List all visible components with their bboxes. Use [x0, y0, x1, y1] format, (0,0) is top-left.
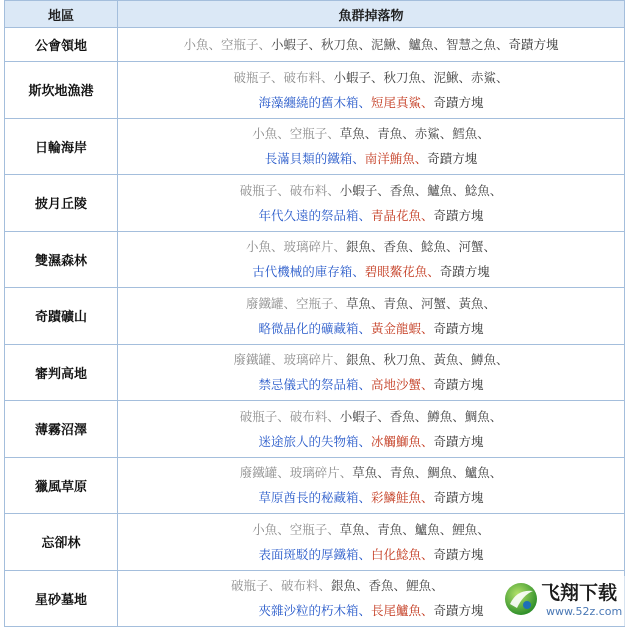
- drop-item-cube: 奇蹟方塊: [433, 94, 484, 110]
- drop-line: [118, 65, 624, 90]
- drop-item-fish: 香魚、: [389, 408, 428, 424]
- drop-item-fish: 鱒魚、: [427, 408, 465, 424]
- drop-item-fish: 黃魚、: [433, 352, 472, 368]
- drop-item-fish: 小蝦子、: [270, 37, 321, 52]
- drop-item-rare: 長尾鱸魚、: [370, 603, 434, 619]
- drop-item-chest: 海藻纏繞的舊木箱、: [258, 94, 371, 110]
- drop-item-rare: 冰觸鰤魚、: [370, 433, 434, 449]
- drop-item-fish: 草魚、: [352, 465, 390, 481]
- drop-item-fish: 青魚、: [383, 295, 422, 311]
- drops-cell: [118, 458, 625, 515]
- drop-item-chest: 迷途旅人的失物箱、: [258, 433, 371, 449]
- drop-item-fish: 秋刀魚、: [383, 352, 434, 368]
- drop-item-rare: 彩鱗鮭魚、: [370, 490, 434, 506]
- drop-item-rare: 短尾真鯊、: [370, 94, 434, 110]
- drops-cell: [118, 119, 625, 176]
- drop-item-cube: 奇蹟方塊: [439, 264, 490, 280]
- drop-line: [118, 259, 624, 284]
- drop-item-fish: 秋刀魚、: [383, 69, 434, 85]
- drop-item-cube: 奇蹟方塊: [508, 37, 559, 52]
- drop-item-cube: 奇蹟方塊: [433, 603, 484, 619]
- drop-item-rare: 白化鯰魚、: [370, 546, 434, 562]
- region-cell: 公會領地: [5, 28, 118, 62]
- drop-item-junk: 小魚、: [183, 37, 221, 52]
- drop-item-fish: 銀魚、: [345, 239, 384, 255]
- drop-item-fish: 鱸魚、: [427, 182, 465, 198]
- drop-item-chest: 古代機械的庫存箱、: [252, 264, 365, 280]
- drop-item-junk: 小魚、: [252, 126, 290, 142]
- drop-item-fish: 鯰魚、: [421, 239, 459, 255]
- drop-item-junk: 破瓶子、: [233, 69, 284, 85]
- drop-item-fish: 小蝦子、: [339, 182, 390, 198]
- drop-line: [118, 542, 624, 567]
- drop-item-junk: 玻璃碎片、: [283, 239, 346, 255]
- drops-cell: [118, 62, 625, 119]
- drop-item-junk: 廢鐵罐、: [239, 465, 290, 481]
- drop-item-fish: 小蝦子、: [339, 408, 390, 424]
- drop-item-fish: 鱸魚、: [408, 37, 447, 52]
- drop-item-junk: 廢鐵罐、: [245, 295, 296, 311]
- drop-item-fish: 銀魚、: [345, 352, 384, 368]
- region-cell: 斯坎地漁港: [5, 62, 118, 119]
- drop-item-fish: 銀魚、: [331, 578, 369, 594]
- drop-line: [118, 90, 624, 115]
- watermark: [502, 576, 626, 626]
- drop-item-fish: 河蟹、: [421, 295, 459, 311]
- drop-item-junk: 小魚、: [245, 239, 284, 255]
- drop-item-fish: 鱒魚、: [471, 352, 509, 368]
- drop-item-chest: 略微晶化的礦藏箱、: [258, 320, 371, 336]
- drop-item-cube: 奇蹟方塊: [433, 546, 484, 562]
- drop-item-fish: 鯛魚、: [464, 408, 503, 424]
- drop-item-chest: 年代久遠的祭品箱、: [258, 207, 371, 223]
- drops-cell: [118, 232, 625, 289]
- drops-cell: [118, 288, 625, 345]
- drop-item-junk: 玻璃碎片、: [283, 352, 346, 368]
- drop-item-junk: 空瓶子、: [220, 37, 271, 52]
- region-cell: 獵風草原: [5, 458, 118, 515]
- drop-item-junk: 破瓶子、: [231, 578, 282, 594]
- drop-line: [118, 121, 624, 146]
- drop-line: [118, 429, 624, 454]
- region-cell: 雙濕森林: [5, 232, 118, 289]
- drop-item-junk: 空瓶子、: [289, 521, 340, 537]
- watermark-brand: 飞翔下载: [541, 582, 618, 604]
- drop-item-fish: 鱸魚、: [414, 521, 453, 537]
- drop-item-fish: 赤鯊、: [414, 126, 453, 142]
- region-cell: 審判高地: [5, 345, 118, 402]
- drop-item-junk: 破布料、: [289, 182, 340, 198]
- drops-cell: [118, 345, 625, 402]
- drop-item-rare: 青晶花魚、: [370, 207, 434, 223]
- drop-item-junk: 廢鐵罐、: [233, 352, 284, 368]
- drop-item-fish: 小蝦子、: [333, 69, 384, 85]
- drop-item-rare: 南洋鮪魚、: [364, 151, 428, 167]
- drop-item-fish: 青魚、: [377, 126, 415, 142]
- drop-item-fish: 黃魚、: [458, 295, 497, 311]
- region-cell: 日輪海岸: [5, 119, 118, 176]
- drop-item-fish: 鯰魚、: [464, 182, 503, 198]
- drop-item-fish: 青魚、: [389, 465, 428, 481]
- drop-item-rare: 高地沙蟹、: [370, 377, 434, 393]
- drop-item-rare: 黃金龍蝦、: [370, 320, 434, 336]
- drop-item-cube: 奇蹟方塊: [433, 320, 484, 336]
- drop-item-junk: 破瓶子、: [239, 182, 290, 198]
- drop-line: [118, 146, 624, 171]
- header-region: 地區: [5, 1, 118, 28]
- drop-item-cube: 奇蹟方塊: [433, 377, 484, 393]
- drop-item-fish: 香魚、: [368, 578, 407, 594]
- drop-item-fish: 草魚、: [345, 295, 384, 311]
- drop-item-fish: 泥鰍、: [433, 69, 472, 85]
- drop-item-fish: 鯉魚、: [406, 578, 444, 594]
- drop-item-junk: 破布料、: [289, 408, 340, 424]
- drop-item-chest: 長滿貝類的鐵箱、: [264, 151, 365, 167]
- drop-item-cube: 奇蹟方塊: [427, 151, 478, 167]
- region-cell: 忘卻林: [5, 514, 118, 571]
- drop-item-cube: 奇蹟方塊: [433, 207, 484, 223]
- drop-item-fish: 鱸魚、: [464, 465, 503, 481]
- drop-item-cube: 奇蹟方塊: [433, 433, 484, 449]
- drop-line: [118, 517, 624, 542]
- drop-item-junk: 空瓶子、: [289, 126, 340, 142]
- watermark-url: www.52z.com: [546, 605, 623, 618]
- drop-item-fish: 青魚、: [377, 521, 415, 537]
- drop-line: [118, 32, 624, 57]
- region-cell: 薄霧沼澤: [5, 401, 118, 458]
- drop-item-junk: 玻璃碎片、: [289, 465, 353, 481]
- drops-cell: [118, 401, 625, 458]
- drop-item-junk: 破瓶子、: [239, 408, 290, 424]
- drop-item-chest: 表面斑駁的厚鐵箱、: [258, 546, 371, 562]
- drop-line: [118, 234, 624, 259]
- drop-item-fish: 草魚、: [339, 521, 378, 537]
- drop-line: [118, 404, 624, 429]
- drop-item-fish: 河蟹、: [458, 239, 497, 255]
- header-drops: 魚群掉落物: [118, 1, 625, 28]
- drop-line: [118, 203, 624, 228]
- drop-line: [118, 316, 624, 341]
- drop-line: [118, 291, 624, 316]
- drops-cell: [118, 514, 625, 571]
- drop-item-chest: 草原酋長的秘藏箱、: [258, 490, 371, 506]
- drop-item-fish: 香魚、: [383, 239, 422, 255]
- drop-item-fish: 香魚、: [389, 182, 428, 198]
- drop-item-cube: 奇蹟方塊: [433, 490, 484, 506]
- drop-item-junk: 小魚、: [252, 521, 290, 537]
- drop-item-fish: 草魚、: [339, 126, 378, 142]
- drop-item-fish: 鯉魚、: [452, 521, 490, 537]
- region-cell: 披月丘陵: [5, 175, 118, 232]
- drop-item-chest: 夾雜沙粒的朽木箱、: [258, 603, 371, 619]
- drop-item-chest: 禁忌儀式的祭品箱、: [258, 377, 371, 393]
- drop-item-fish: 鱈魚、: [452, 126, 490, 142]
- drop-item-fish: 智慧之魚、: [446, 37, 509, 52]
- drop-item-junk: 空瓶子、: [295, 295, 346, 311]
- drop-line: [118, 460, 624, 485]
- green-leaf-logo-icon: [503, 581, 539, 617]
- drop-item-fish: 赤鯊、: [471, 69, 509, 85]
- region-cell: 星砂墓地: [5, 571, 118, 628]
- drop-item-junk: 破布料、: [281, 578, 332, 594]
- region-cell: 奇蹟礦山: [5, 288, 118, 345]
- drops-cell: [118, 175, 625, 232]
- drop-line: [118, 485, 624, 510]
- drop-table: [4, 0, 625, 627]
- drop-line: [118, 372, 624, 397]
- drop-item-fish: 鯛魚、: [427, 465, 465, 481]
- drops-cell: [118, 28, 625, 62]
- drop-item-fish: 泥鰍、: [371, 37, 409, 52]
- drop-line: [118, 178, 624, 203]
- drop-line: [118, 347, 624, 372]
- drop-item-fish: 秋刀魚、: [320, 37, 371, 52]
- drop-item-rare: 碧眼鰲花魚、: [364, 264, 440, 280]
- drop-item-junk: 破布料、: [283, 69, 334, 85]
